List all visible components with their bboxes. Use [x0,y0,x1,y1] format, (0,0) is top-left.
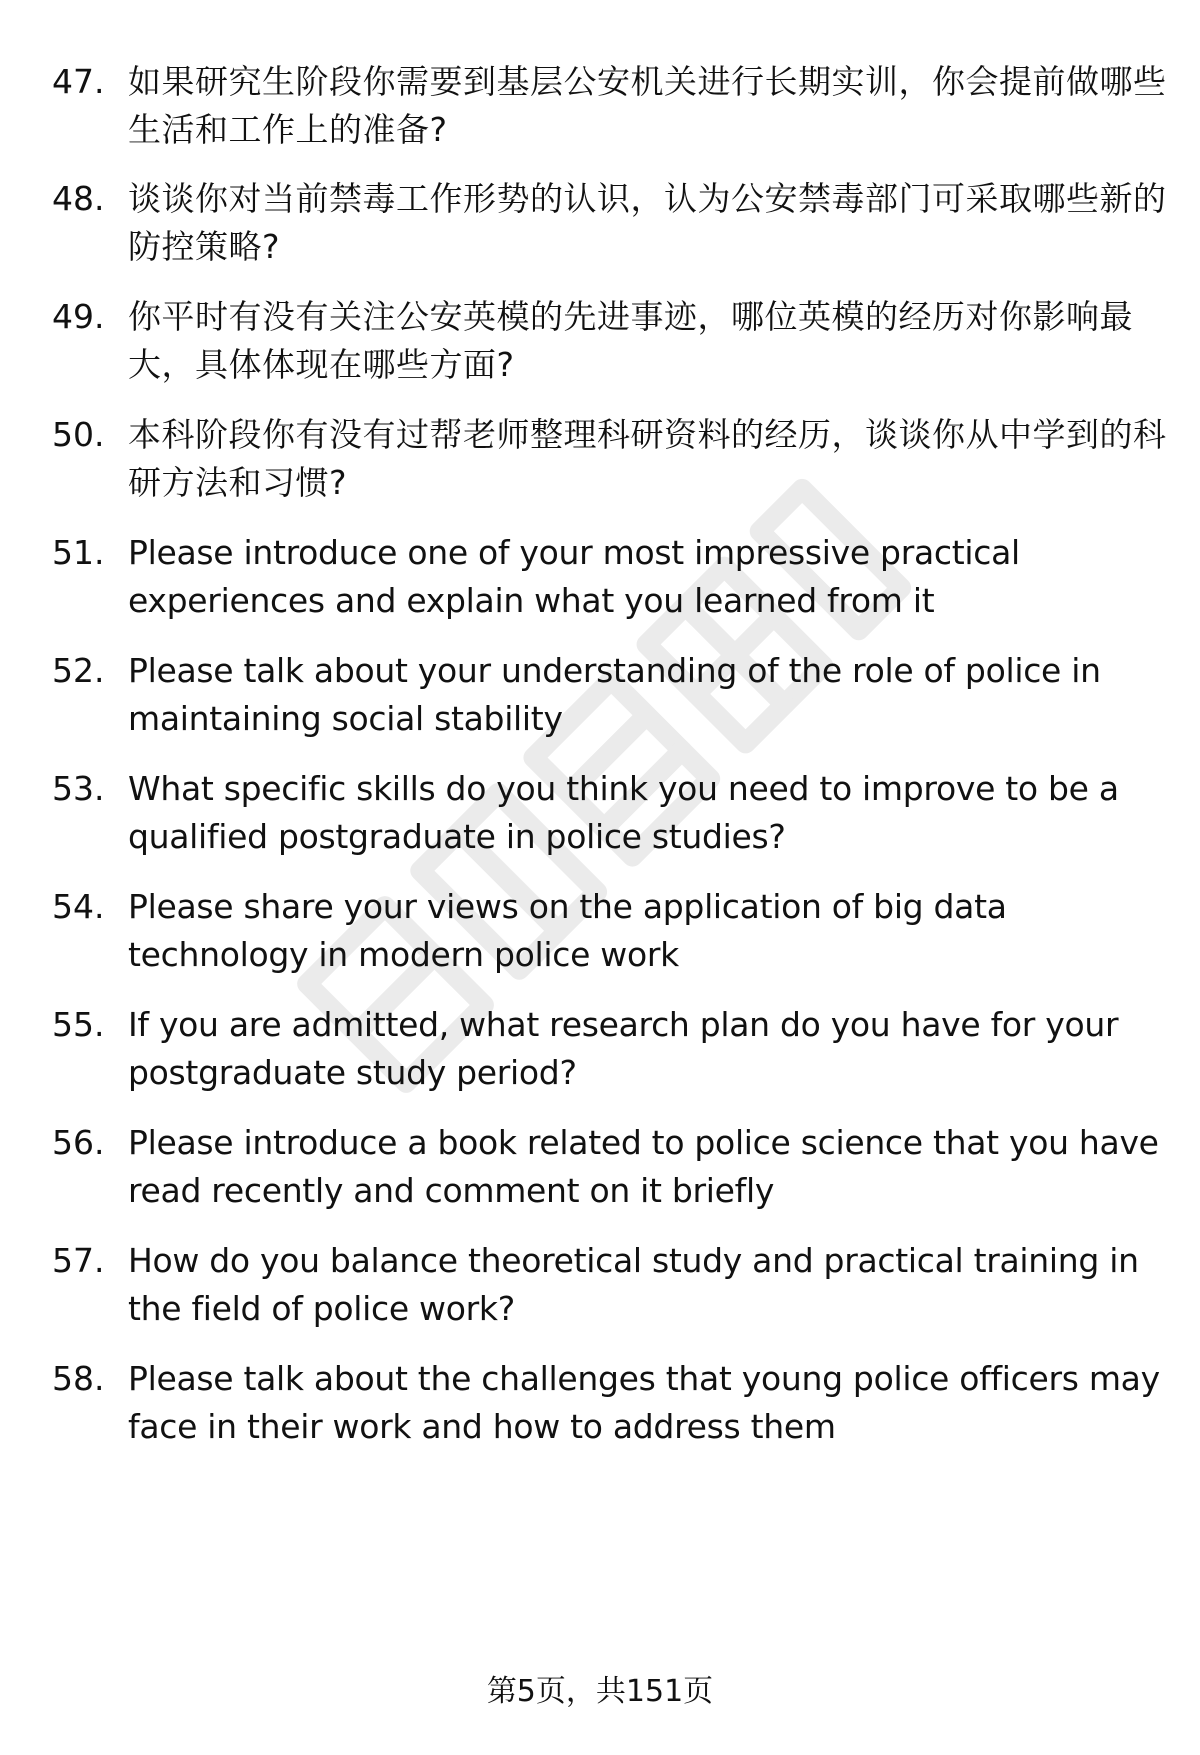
question-number: 47. [52,62,105,101]
question-text: Please introduce one of your most impressive practical experiences and explain what you learned from it [128,533,1020,620]
question-number: 55. [52,1005,105,1044]
question-number: 58. [52,1359,105,1398]
page-indicator: 第5页，共151页 [486,1674,714,1709]
question-number: 53. [52,769,105,808]
question-text: Please talk about your understanding of the role of police in maintaining social stability [128,651,1101,738]
question-text: How do you balance theoretical study and practical training in the field of police work? [128,1241,1139,1328]
question-text: What specific skills do you think you need to improve to be a qualified postgraduate in police studies? [128,769,1119,856]
question-number: 50. [52,415,105,454]
question-number: 56. [52,1123,105,1162]
question-number: 51. [52,533,105,572]
question-text: 谈谈你对当前禁毒工作形势的认识，认为公安禁毒部门可采取哪些新的防控策略? [128,179,1167,266]
question-text: 如果研究生阶段你需要到基层公安机关进行长期实训，你会提前做哪些生活和工作上的准备? [128,62,1167,149]
question-text: If you are admitted, what research plan do you have for your postgraduate study period? [128,1005,1119,1092]
question-number: 49. [52,297,105,336]
question-number: 48. [52,179,105,218]
question-number: 52. [52,651,105,690]
question-text: Please talk about the challenges that young police officers may face in their work and how to address them [128,1359,1160,1446]
question-number: 54. [52,887,105,926]
question-text: 本科阶段你有没有过帮老师整理科研资料的经历，谈谈你从中学到的科研方法和习惯? [128,415,1167,502]
question-number: 57. [52,1241,105,1280]
question-text: Please share your views on the application of big data technology in modern police work [128,887,1007,974]
question-text: 你平时有没有关注公安英模的先进事迹，哪位英模的经历对你影响最大，具体体现在哪些方面? [128,297,1133,384]
question-text: Please introduce a book related to police science that you have read recently and comment on it briefly [128,1123,1159,1210]
